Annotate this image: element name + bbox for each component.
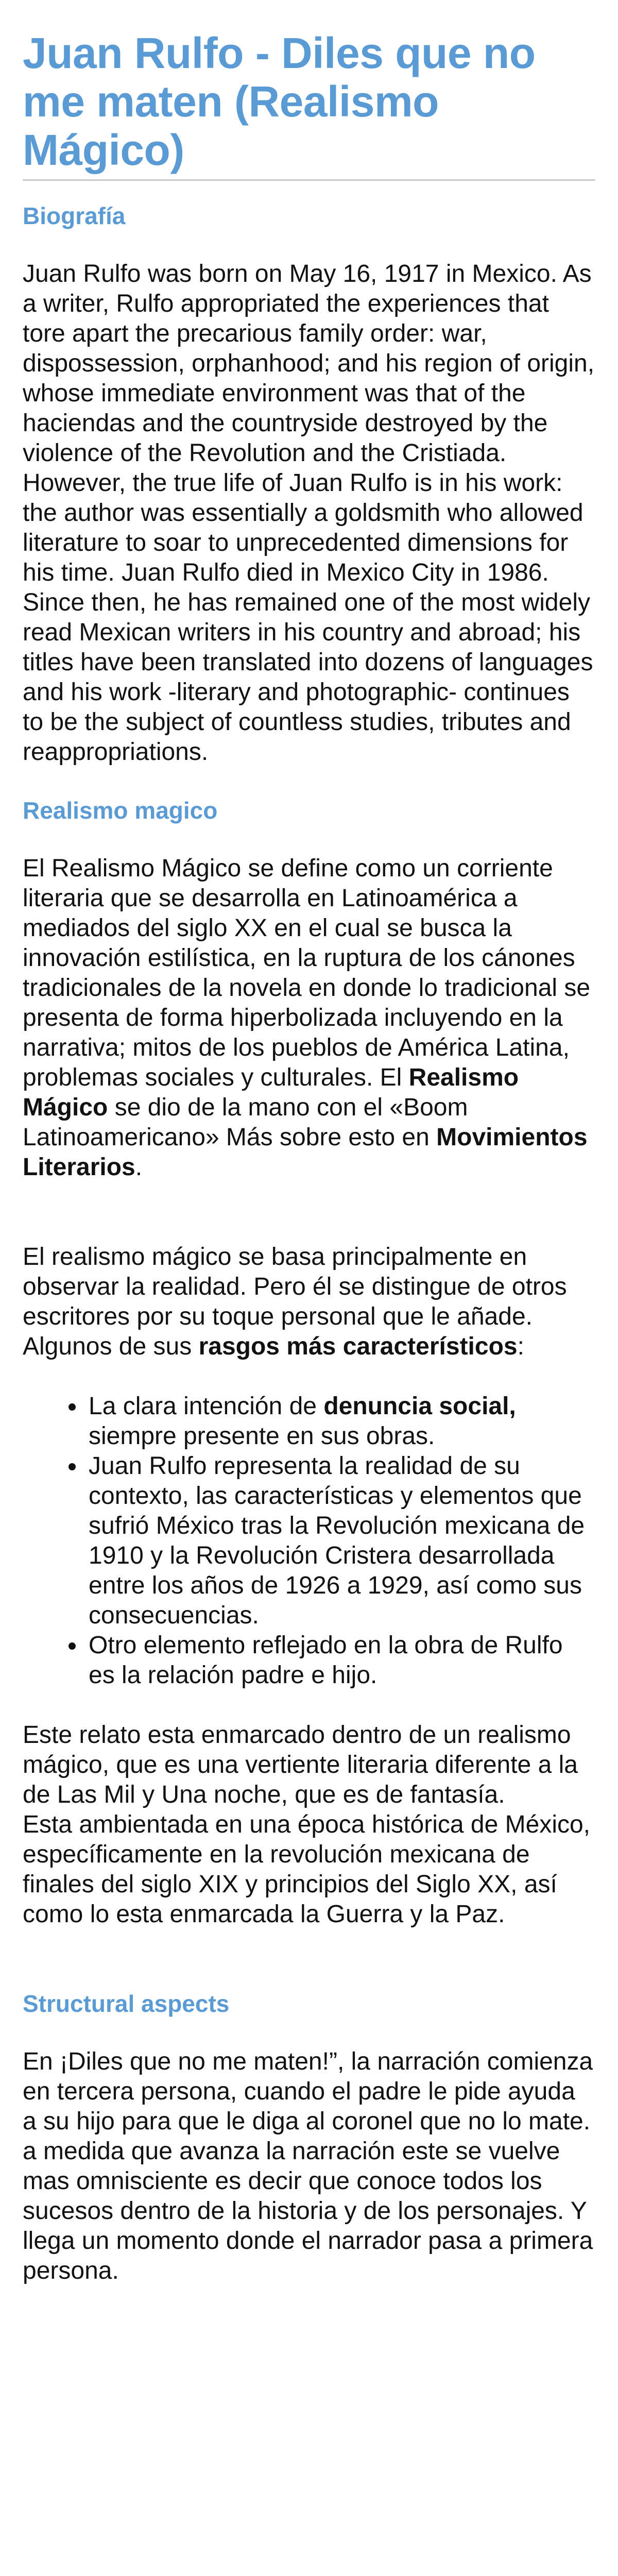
title-divider [23,179,595,181]
list-item: • Otro elemento reflejado en la obra de Rulfo es la relación padre e hijo. [87,1631,595,1690]
movimientos-literarios-bold: Movimientos Literarios [23,1124,588,1181]
realismo-p1-text-1: El Realismo Mágico se define como un corriente literaria que se desarrolla en Latinoamérica a mediados del siglo XX en el cual se busca la innovación estilística, en la ruptura de los cánones tradicionales de la novela en donde lo tradicional se presenta de forma hiperbolizada incluyendo en la narrativa; mitos de los pueblos de América Latina, problemas sociales y culturales. El [23,855,591,1091]
bullet-1-rest: siempre presente en sus obras. [89,1422,435,1450]
realismo-magico-bold: Realismo Mágico [23,1064,519,1121]
biografia-paragraph: Juan Rulfo was born on May 16, 1917 in Mexico. As a writer, Rulfo appropriated the experiences that tore apart the precarious family order: war, dispossession, orphanhood; and his region of origin, whose immediate environment was that of the haciendas and the countryside destroyed by the violence of the Revolution and the Cristiada. However, the true life of Juan Rulfo is in his work: the author was essentially a goldsmith who allowed literature to soar to unprecedented dimensions for his time. Juan Rulfo died in Mexico City in 1986. Since then, he has remained one of the most widely read Mexican writers in his country and abroad; his titles have been translated into dozens of languages and his work -literary and photographic- continues to be the subject of countless studies, tributes and reappropriations. [23,260,595,766]
realismo-p2-text-1: El realismo mágico se basa principalmente en observar la realidad. Pero él se distingue de otros escritores por su toque personal que le añade. Algunos de sus [23,1243,567,1360]
structural-paragraph: En ¡Diles que no me maten!”, la narración comienza en tercera persona, cuando el padre le pide ayuda a su hijo para que le diga al coronel que no lo mate. a medida que avanza la narración este se vuelve mas omnisciente es decir que conoce todos los sucesos dentro de la historia y de los personajes. Y llega un momento donde el narrador pasa a primera persona. [23,2048,593,2284]
section-heading-structural: Structural aspects [23,1990,230,2017]
page-title: Juan Rulfo - Diles que no me maten (Realismo Mágico) [23,29,536,174]
realismo-p2-text-2: : [517,1333,524,1360]
epoca-paragraph: Esta ambientada en una época histórica de México, específicamente en la revolución mexicana de finales del siglo XIX y principios del Siglo XX, así como lo esta enmarcada la Guerra y la Paz. [23,1811,591,1928]
relato-paragraph: Este relato esta enmarcado dentro de un realismo mágico, que es una vertiente literaria diferente a la de Las Mil y Una noche, que es de fantasía. [23,1721,578,1808]
denuncia-social-bold: denuncia social, [323,1393,516,1420]
section-heading-realismo: Realismo magico [23,797,218,824]
realismo-p1-text-3: . [135,1154,143,1181]
section-heading-biografia: Biografía [23,202,126,229]
rasgos-bold: rasgos más característicos [198,1333,518,1360]
bullet-1-text: La clara intención de [89,1393,324,1420]
list-item [87,1392,595,1451]
realismo-p1-text-2: se dio de la mano con el «Boom Latinoamericano» Más sobre esto en [23,1094,468,1151]
realismo-paragraph-rasgos [23,1242,595,1362]
list-item: • Juan Rulfo representa la realidad de su contexto, las características y elementos que sufrió México tras la Revolución mexicana de 1910 y la Revolución Cristera desarrollada entre los años de 1926 a 1929, así como sus consecuencias. [87,1451,595,1631]
rasgos-list [23,1392,595,1690]
realismo-paragraph-definition [23,854,595,1182]
